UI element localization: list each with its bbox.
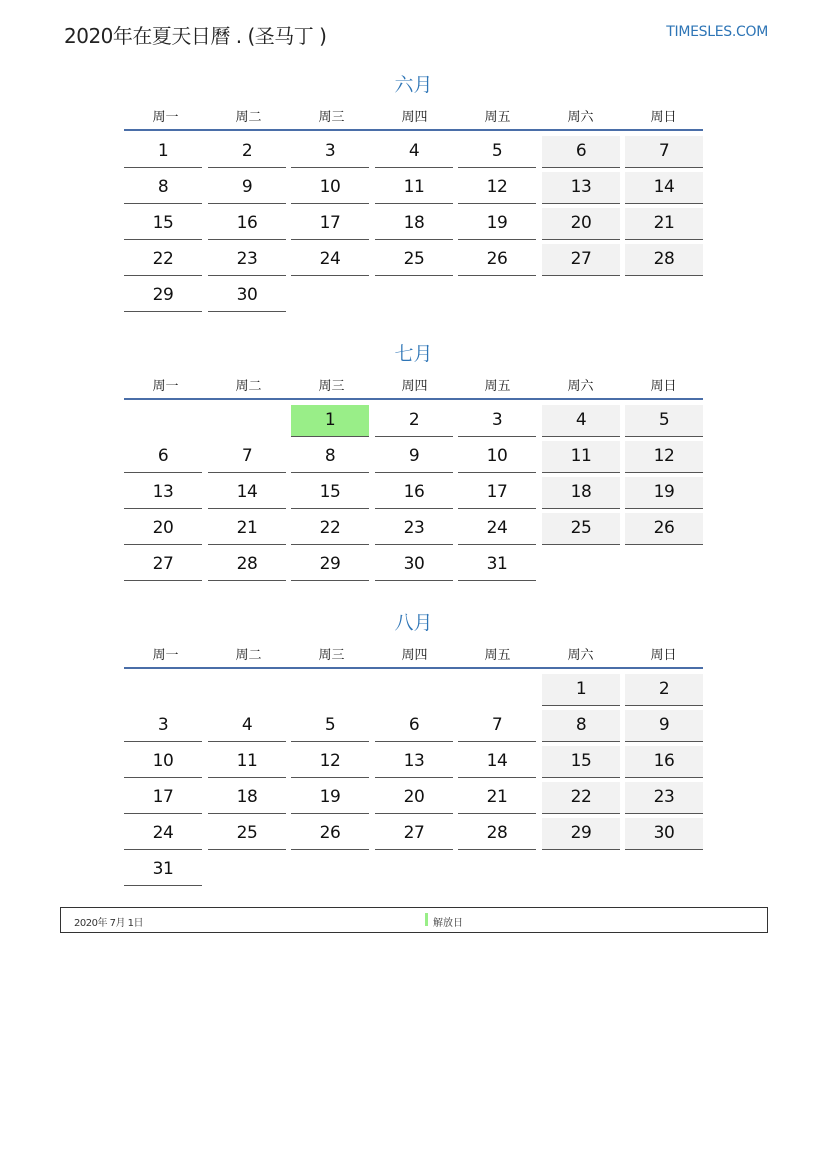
day-cell: 9 — [625, 710, 703, 742]
month-title: 七月 — [394, 343, 433, 365]
weekday-label: 周一 — [152, 648, 179, 663]
day-cell: 2 — [208, 136, 286, 168]
day-cell: 18 — [542, 477, 620, 509]
month-august — [124, 608, 703, 898]
day-cell: 3 — [291, 136, 369, 168]
day-cell: 1 — [542, 674, 620, 706]
weekday-label: 周二 — [235, 379, 262, 394]
day-cell: 29 — [291, 549, 369, 581]
weekday-label: 周二 — [235, 110, 262, 125]
day-cell: 24 — [458, 513, 536, 545]
day-cell: 22 — [124, 244, 202, 276]
header-rule — [124, 398, 703, 400]
day-cell: 14 — [458, 746, 536, 778]
day-cell: 2 — [625, 674, 703, 706]
day-cell: 23 — [208, 244, 286, 276]
day-cell: 20 — [375, 782, 453, 814]
day-cell: 18 — [375, 208, 453, 240]
day-cell: 12 — [291, 746, 369, 778]
day-cell: 13 — [375, 746, 453, 778]
day-cell: 24 — [124, 818, 202, 850]
day-cell: 13 — [542, 172, 620, 204]
day-cell: 2 — [375, 405, 453, 437]
page-title: 2020年在夏天日曆 . (圣马丁 ) — [64, 24, 327, 48]
day-cell: 7 — [625, 136, 703, 168]
weekday-label: 周三 — [318, 110, 345, 125]
day-cell: 8 — [542, 710, 620, 742]
day-cell: 21 — [458, 782, 536, 814]
day-cell: 3 — [458, 405, 536, 437]
day-cell: 14 — [208, 477, 286, 509]
day-cell: 4 — [542, 405, 620, 437]
weekday-label: 周三 — [318, 648, 345, 663]
weekday-label: 周五 — [484, 110, 511, 125]
day-cell: 26 — [625, 513, 703, 545]
day-cell: 10 — [124, 746, 202, 778]
day-cell: 28 — [458, 818, 536, 850]
day-cell: 24 — [291, 244, 369, 276]
day-cell: 6 — [375, 710, 453, 742]
day-cell: 15 — [542, 746, 620, 778]
day-cell: 17 — [458, 477, 536, 509]
day-cell: 4 — [375, 136, 453, 168]
day-cell: 28 — [208, 549, 286, 581]
day-cell: 6 — [542, 136, 620, 168]
day-cell: 9 — [208, 172, 286, 204]
day-cell: 8 — [291, 441, 369, 473]
day-cell: 5 — [625, 405, 703, 437]
day-cell: 16 — [625, 746, 703, 778]
day-cell: 29 — [124, 280, 202, 312]
day-cell: 19 — [291, 782, 369, 814]
header-rule — [124, 667, 703, 669]
weekday-label: 周日 — [650, 379, 677, 394]
day-cell: 30 — [375, 549, 453, 581]
day-cell: 25 — [375, 244, 453, 276]
month-title: 八月 — [394, 612, 433, 634]
weekday-header — [124, 375, 703, 395]
day-cell: 11 — [542, 441, 620, 473]
day-cell: 8 — [124, 172, 202, 204]
month-title: 六月 — [394, 74, 433, 96]
day-cell: 11 — [375, 172, 453, 204]
day-cell: 1 — [124, 136, 202, 168]
weekday-header — [124, 106, 703, 126]
weekday-label: 周四 — [401, 379, 428, 394]
day-cell: 10 — [291, 172, 369, 204]
day-cell: 12 — [458, 172, 536, 204]
day-cell: 17 — [291, 208, 369, 240]
weekday-label: 周一 — [152, 379, 179, 394]
day-cell: 25 — [542, 513, 620, 545]
day-cell: 12 — [625, 441, 703, 473]
weekday-label: 周四 — [401, 110, 428, 125]
day-cell: 3 — [124, 710, 202, 742]
weekday-label: 周五 — [484, 648, 511, 663]
day-cell: 15 — [124, 208, 202, 240]
day-cell: 19 — [625, 477, 703, 509]
weekday-label: 周六 — [567, 379, 594, 394]
weekday-label: 周日 — [650, 110, 677, 125]
day-cell: 5 — [291, 710, 369, 742]
day-cell: 7 — [208, 441, 286, 473]
header-rule — [124, 129, 703, 131]
day-cell: 6 — [124, 441, 202, 473]
day-cell: 9 — [375, 441, 453, 473]
weekday-label: 周五 — [484, 379, 511, 394]
day-cell: 27 — [375, 818, 453, 850]
weekday-label: 周四 — [401, 648, 428, 663]
day-cell: 4 — [208, 710, 286, 742]
day-cell: 29 — [542, 818, 620, 850]
holiday-legend — [60, 907, 768, 933]
month-june — [124, 70, 703, 330]
weekday-header — [124, 644, 703, 664]
day-cell: 23 — [375, 513, 453, 545]
site-link[interactable]: TIMESLES.COM — [666, 24, 768, 40]
day-cell: 22 — [542, 782, 620, 814]
weekday-label: 周六 — [567, 110, 594, 125]
day-cell: 13 — [124, 477, 202, 509]
day-cell: 19 — [458, 208, 536, 240]
day-cell: 5 — [458, 136, 536, 168]
day-cell: 17 — [124, 782, 202, 814]
day-cell: 11 — [208, 746, 286, 778]
day-cell: 31 — [458, 549, 536, 581]
day-cell: 30 — [208, 280, 286, 312]
day-cell: 16 — [208, 208, 286, 240]
day-cell: 16 — [375, 477, 453, 509]
weekday-label: 周三 — [318, 379, 345, 394]
month-july — [124, 339, 703, 599]
day-cell: 21 — [625, 208, 703, 240]
day-cell: 18 — [208, 782, 286, 814]
day-cell: 30 — [625, 818, 703, 850]
day-cell: 10 — [458, 441, 536, 473]
weekday-label: 周六 — [567, 648, 594, 663]
day-cell: 28 — [625, 244, 703, 276]
weekday-label: 周一 — [152, 110, 179, 125]
day-cell: 27 — [542, 244, 620, 276]
day-cell: 20 — [124, 513, 202, 545]
day-cell: 23 — [625, 782, 703, 814]
weekday-label: 周日 — [650, 648, 677, 663]
day-cell: 22 — [291, 513, 369, 545]
day-cell: 15 — [291, 477, 369, 509]
day-cell: 26 — [458, 244, 536, 276]
day-cell: 20 — [542, 208, 620, 240]
day-cell: 25 — [208, 818, 286, 850]
day-cell: 31 — [124, 854, 202, 886]
day-cell: 14 — [625, 172, 703, 204]
weekday-label: 周二 — [235, 648, 262, 663]
day-cell: 21 — [208, 513, 286, 545]
legend-swatch — [425, 913, 428, 926]
day-cell: 26 — [291, 818, 369, 850]
legend-label: 解放日 — [433, 918, 463, 929]
day-cell: 1 — [291, 405, 369, 437]
day-cell: 7 — [458, 710, 536, 742]
day-cell: 27 — [124, 549, 202, 581]
legend-date: 2020年 7月 1日 — [74, 918, 144, 929]
